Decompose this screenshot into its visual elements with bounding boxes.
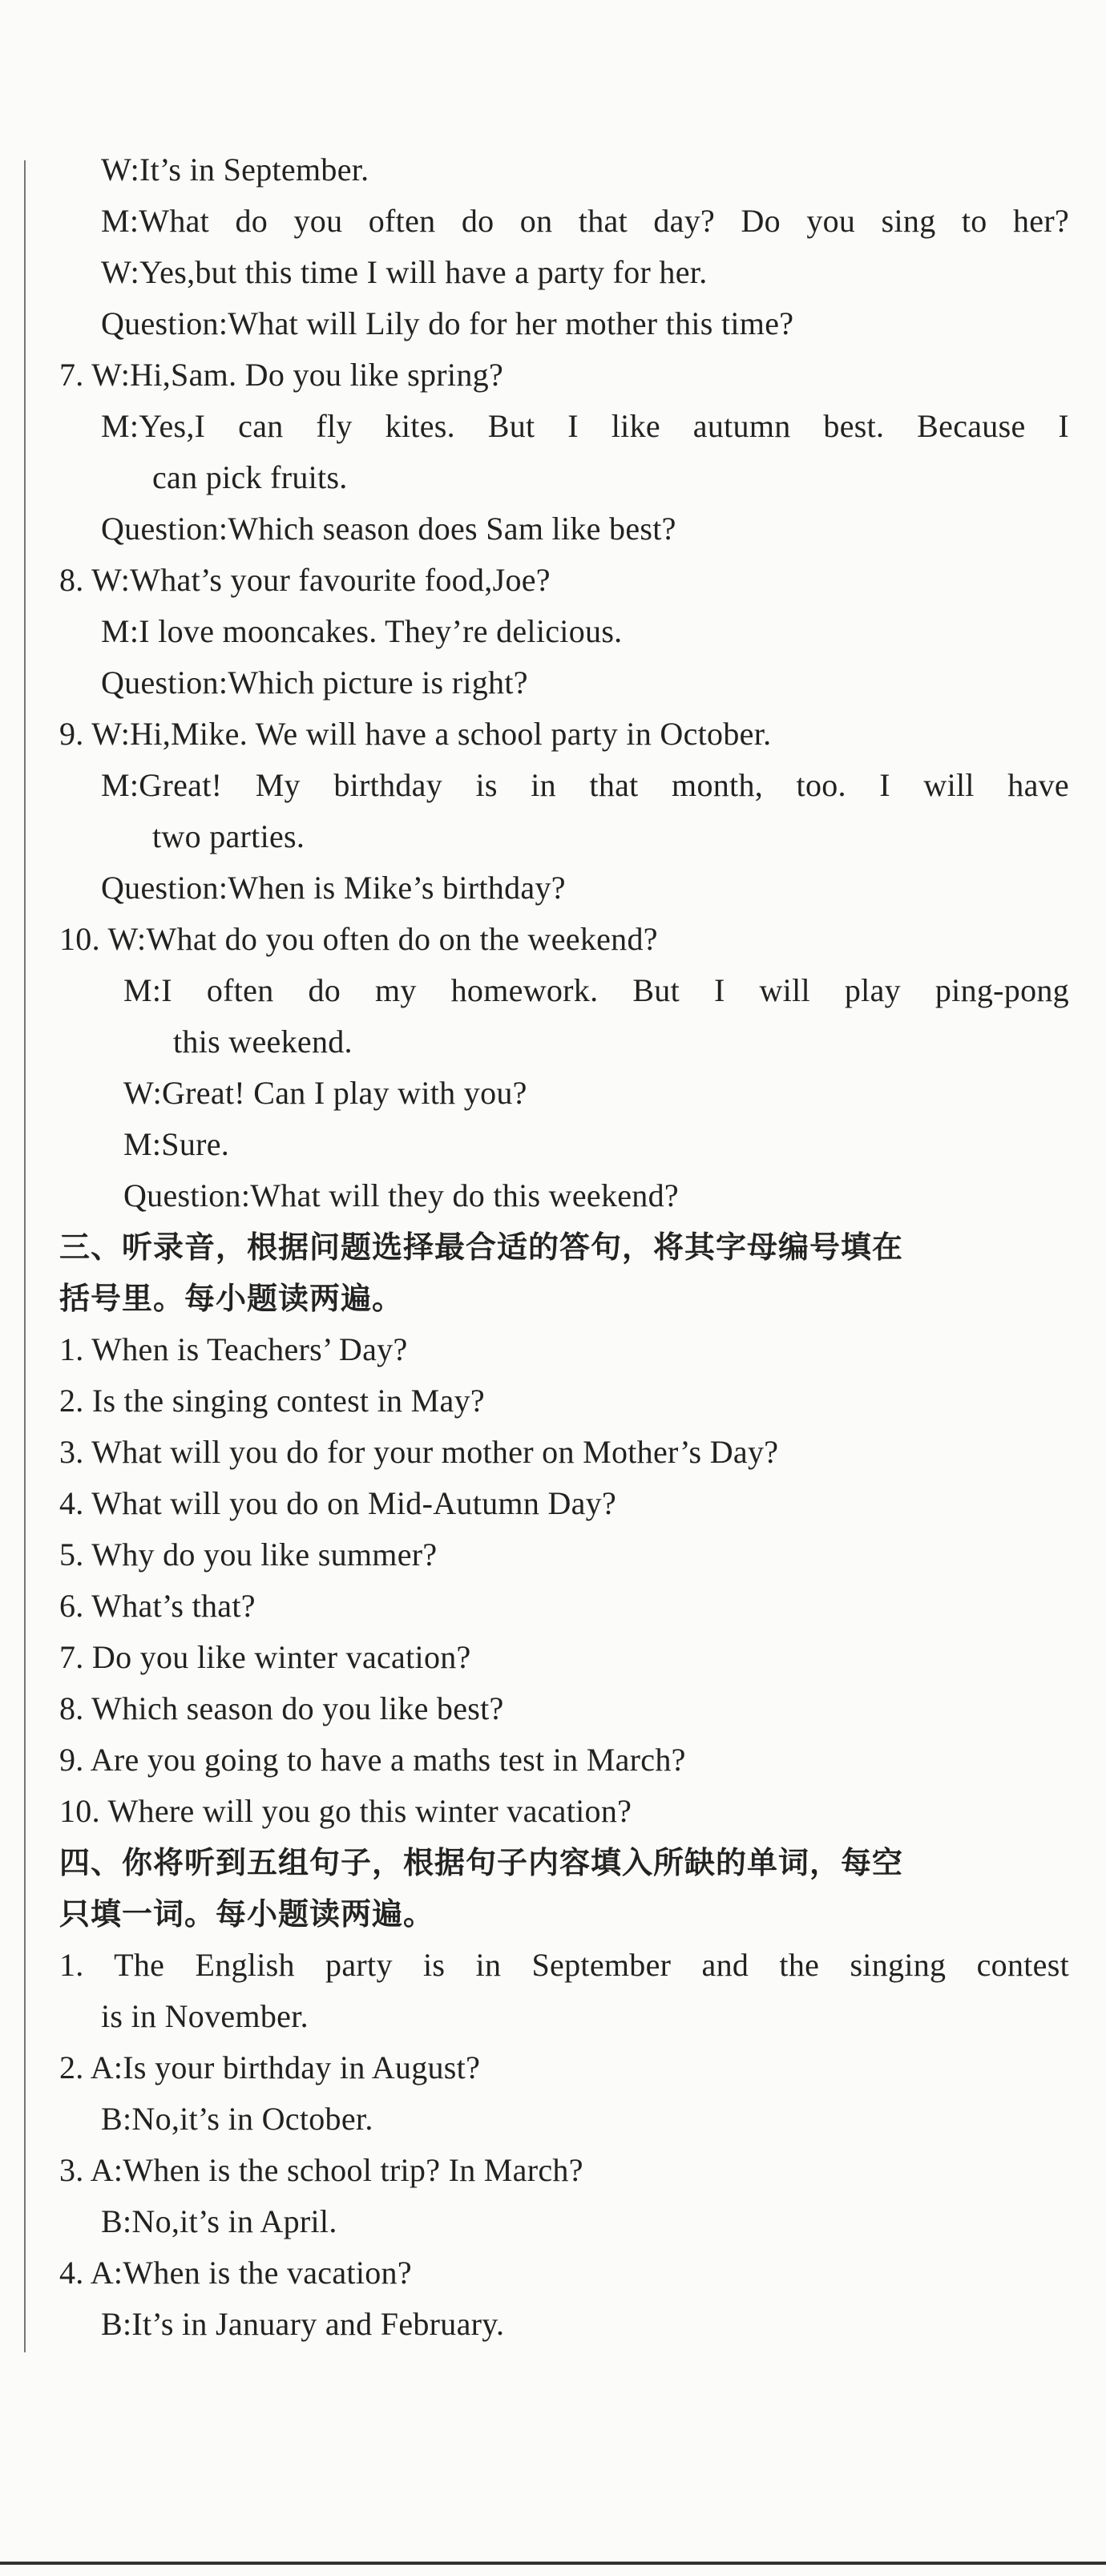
sentence-line: 4. A:When is the vacation? (59, 2255, 412, 2291)
sentence-line: 1. The English party is in September and the singing contest (59, 1947, 1069, 1983)
transcript-line: W:Yes,but this time I will have a party for her. (101, 254, 708, 290)
section-4-heading-cont: 只填一词。每小题读两遍。 (59, 1896, 435, 1932)
question-item: 7. Do you like winter vacation? (59, 1639, 471, 1675)
transcript-line: Question:What will Lily do for her mother this time? (101, 305, 794, 341)
question-item: 3. What will you do for your mother on Mother’s Day? (59, 1434, 779, 1470)
section-3-heading-cont: 括号里。每小题读两遍。 (59, 1281, 404, 1316)
transcript-line: can pick fruits. (152, 459, 348, 495)
question-item: 5. Why do you like summer? (59, 1536, 438, 1573)
transcript-line: M:What do you often do on that day? Do you sing to her? (101, 203, 1069, 239)
section-4-heading: 四、你将听到五组句子，根据句子内容填入所缺的单词，每空 (59, 1845, 904, 1880)
transcript-line: Question:What will they do this weekend? (123, 1177, 679, 1213)
transcript-line: 7. W:Hi,Sam. Do you like spring? (59, 357, 503, 393)
transcript-line: 9. W:Hi,Mike. We will have a school party in October. (59, 716, 772, 752)
listening-section-2-continued (59, 144, 1069, 1221)
question-item: 4. What will you do on Mid-Autumn Day? (59, 1485, 617, 1521)
transcript-line: Question:Which season does Sam like best? (101, 511, 676, 547)
transcript-line: 10. W:What do you often do on the weekend? (59, 921, 658, 957)
sentence-line: B:No,it’s in April. (101, 2203, 337, 2239)
transcript-line: 8. W:What’s your favourite food,Joe? (59, 562, 551, 598)
transcript-line: W:It’s in September. (101, 151, 369, 188)
question-item: 9. Are you going to have a maths test in March? (59, 1742, 686, 1778)
sentence-line: B:No,it’s in October. (101, 2101, 373, 2137)
bottom-rule (0, 2562, 1106, 2565)
transcript-line: W:Great! Can I play with you? (123, 1075, 527, 1111)
transcript-line: Question:Which picture is right? (101, 664, 528, 701)
sentence-line: 2. A:Is your birthday in August? (59, 2049, 481, 2085)
section-3-heading: 三、听录音，根据问题选择最合适的答句，将其字母编号填在 (59, 1229, 904, 1265)
sentence-line: B:It’s in January and February. (101, 2306, 505, 2342)
sentence-line: 3. A:When is the school trip? In March? (59, 2152, 583, 2188)
margin-rule (24, 160, 26, 2352)
question-item: 1. When is Teachers’ Day? (59, 1331, 408, 1367)
question-item: 8. Which season do you like best? (59, 1690, 504, 1726)
transcript-line: M:I often do my homework. But I will play ping-pong (123, 972, 1069, 1008)
section-4-sentences (59, 1940, 1069, 2350)
section-3-questions (59, 1324, 1069, 1837)
transcript-line: M:Great! My birthday is in that month, too. I will have (101, 767, 1069, 803)
transcript-line: M:Sure. (123, 1126, 230, 1162)
transcript-line: Question:When is Mike’s birthday? (101, 870, 566, 906)
question-item: 6. What’s that? (59, 1588, 256, 1624)
transcript-line: this weekend. (173, 1024, 353, 1060)
question-item: 2. Is the singing contest in May? (59, 1383, 485, 1419)
transcript-line: two parties. (152, 818, 305, 854)
transcript-line: M:Yes,I can fly kites. But I like autumn best. Because I (101, 408, 1069, 444)
document-content (59, 144, 1069, 2350)
question-item: 10. Where will you go this winter vacation? (59, 1793, 632, 1829)
transcript-line: M:I love mooncakes. They’re delicious. (101, 613, 623, 649)
sentence-line: is in November. (101, 1998, 309, 2034)
